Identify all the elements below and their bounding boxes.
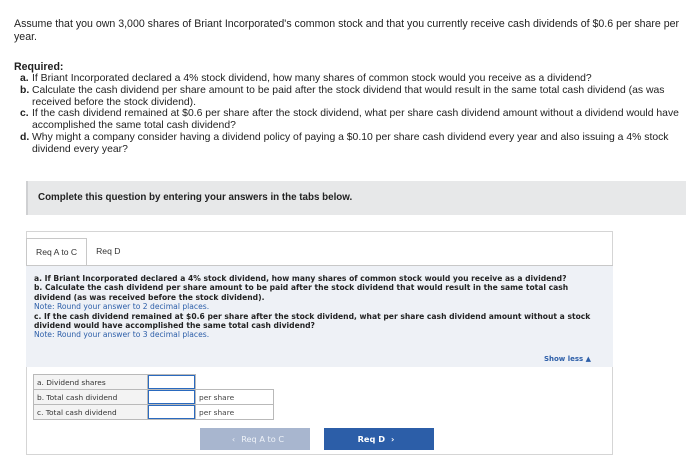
dividend-shares-input[interactable]	[148, 375, 196, 390]
unit-label: per share	[196, 405, 274, 420]
tab-req-a-to-c[interactable]: Req A to C	[26, 238, 87, 265]
item-text: Why might a company consider having a dividend policy of paying a $0.10 per share cash dividend every year and also issuing a 4% stock dividend every year?	[32, 131, 669, 155]
question-b: b. Calculate the cash dividend per share amount to be paid after the stock dividend that would result in the same total cash dividend (as was received before the stock dividend).	[34, 283, 569, 302]
cash-dividend-b-input[interactable]	[148, 390, 196, 405]
question-text	[34, 274, 604, 340]
required-item-a	[20, 73, 684, 85]
question-a: a. If Briant Incorporated declared a 4% stock dividend, how many shares of common stock would you receive as a dividend?	[34, 274, 567, 283]
chevron-left-icon: ‹	[231, 434, 236, 444]
rounding-note-b: Note: Round your answer to 2 decimal places.	[34, 302, 210, 312]
item-text: Calculate the cash dividend per share amount to be paid after the stock dividend that would result in the same total cash dividend (as was received before the stock dividend).	[32, 84, 665, 108]
rounding-note-c: Note: Round your answer to 3 decimal places.	[34, 330, 210, 340]
chevron-right-icon: ›	[391, 434, 395, 444]
prev-label: Req A to C	[241, 434, 285, 444]
input-box[interactable]	[148, 405, 195, 419]
item-letter: c.	[20, 108, 29, 120]
empty-cell	[196, 375, 274, 390]
required-heading: Required:	[14, 61, 64, 73]
item-letter: b.	[20, 84, 30, 96]
input-box[interactable]	[148, 390, 195, 404]
tab-req-d[interactable]: Req D	[87, 238, 129, 265]
item-text: If the cash dividend remained at $0.6 per share after the stock dividend, what per share cash dividend amount without a dividend would have accomplished the same total cash dividend?	[32, 108, 679, 132]
table-row	[34, 405, 274, 420]
problem-intro: Assume that you own 3,000 shares of Briant Incorporated's common stock and that you currently receive cash dividends of $0.6 per share per year.	[14, 18, 680, 43]
input-box[interactable]	[148, 375, 195, 389]
required-list	[20, 73, 684, 156]
show-less-toggle[interactable]: Show less ▲	[543, 355, 591, 363]
next-label: Req D	[357, 434, 385, 444]
cash-dividend-c-input[interactable]	[148, 405, 196, 420]
question-box	[26, 265, 613, 367]
prev-req-button[interactable]	[200, 428, 310, 450]
required-item-d	[20, 132, 684, 156]
instructions-bar	[26, 181, 686, 215]
row-label: a. Dividend shares	[34, 375, 148, 390]
instructions-text: Complete this question by entering your answers in the tabs below.	[38, 192, 353, 203]
item-letter: d.	[20, 131, 30, 143]
unit-label: per share	[196, 390, 274, 405]
table-row	[34, 390, 274, 405]
item-letter: a.	[20, 73, 29, 84]
question-c: c. If the cash dividend remained at $0.6 per share after the stock dividend, what per share cash dividend amount without a stock dividend would have accomplished the same total cash dividend?	[34, 311, 591, 331]
required-item-b	[20, 85, 684, 109]
required-item-c	[20, 108, 684, 132]
row-label: b. Total cash dividend	[34, 390, 148, 405]
requirement-tabs	[26, 238, 129, 265]
table-row	[34, 375, 274, 390]
next-req-button[interactable]	[324, 428, 434, 450]
item-text: If Briant Incorporated declared a 4% stock dividend, how many shares of common stock would you receive as a dividend?	[32, 73, 592, 84]
answer-table	[33, 374, 274, 420]
row-label: c. Total cash dividend	[34, 405, 148, 420]
